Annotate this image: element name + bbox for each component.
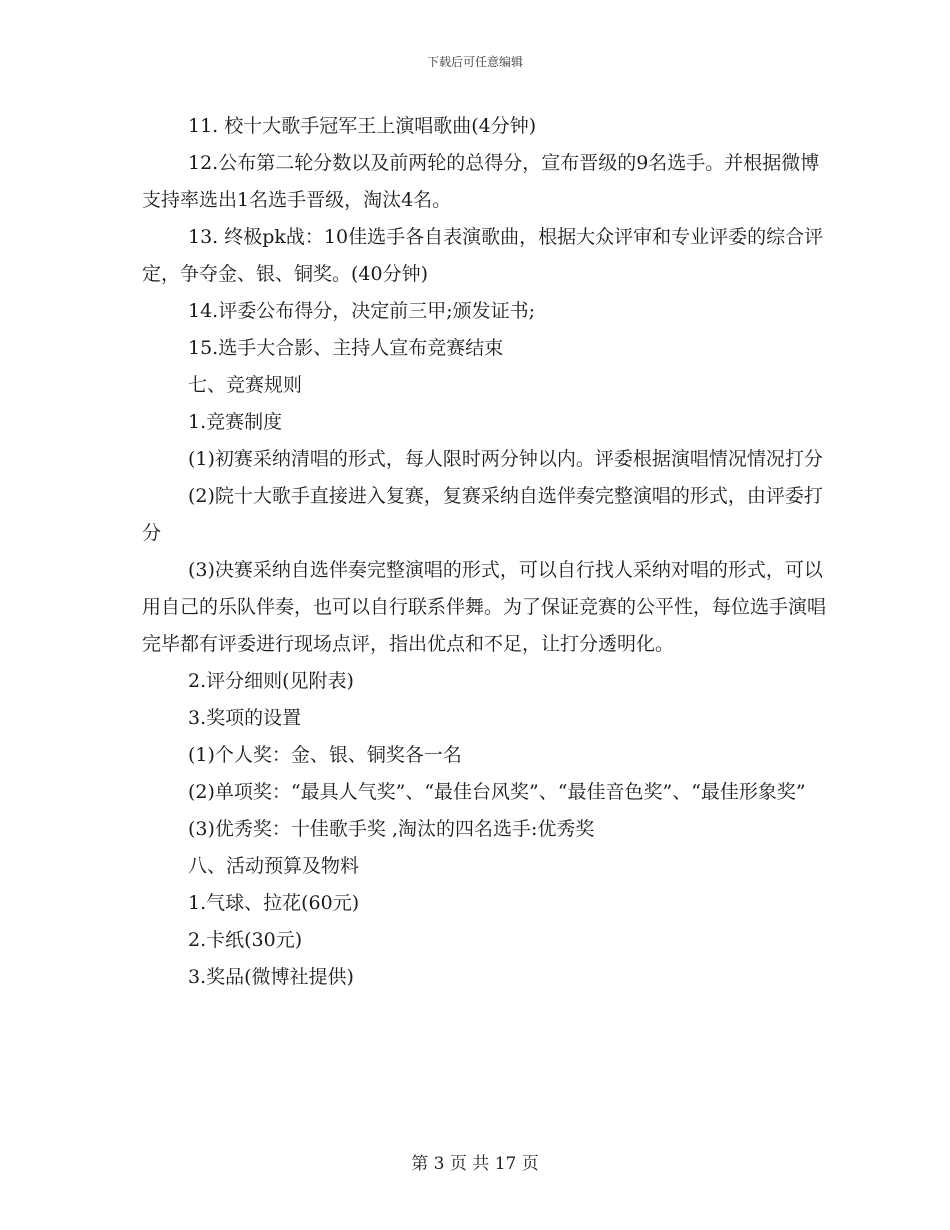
document-body bbox=[142, 108, 832, 996]
list-item: 2.卡纸(30元) bbox=[188, 929, 303, 951]
page-number: 第 3 页 共 17 页 bbox=[411, 1154, 539, 1174]
subsection-heading: 1.竞赛制度 bbox=[188, 411, 283, 433]
paragraph: 11. 校十大歌手冠军王上演唱歌曲(4分钟) bbox=[188, 115, 537, 137]
page-header: 下载后可任意编辑 bbox=[426, 55, 523, 69]
paragraph: 15.选手大合影、主持人宣布竞赛结束 bbox=[188, 337, 504, 359]
paragraph: (2)院十大歌手直接进入复赛，复赛采纳自选伴奏完整演唱的形式，由评委打分 bbox=[142, 485, 823, 544]
section-heading: 七、竞赛规则 bbox=[188, 374, 303, 396]
paragraph: 14.评委公布得分，决定前三甲;颁发证书; bbox=[188, 300, 536, 322]
paragraph: (1)初赛采纳清唱的形式，每人限时两分钟以内。评委根据演唱情况情况打分 bbox=[188, 448, 823, 470]
paragraph: 12.公布第二轮分数以及前两轮的总得分，宣布晋级的9名选手。并根据微博支持率选出1名选手晋级，淘汰4名。 bbox=[142, 152, 820, 211]
subsection-heading: 2.评分细则(见附表) bbox=[188, 670, 354, 692]
paragraph: (1)个人奖：金、银、铜奖各一名 bbox=[188, 744, 462, 766]
paragraph: (3)决赛采纳自选伴奏完整演唱的形式，可以自行找人采纳对唱的形式，可以用自己的乐队伴奏，也可以自行联系伴舞。为了保证竞赛的公平性，每位选手演唱完毕都有评委进行现场点评，指出优点和不足，让打分透明化。 bbox=[142, 559, 827, 655]
section-heading: 八、活动预算及物料 bbox=[188, 855, 360, 877]
paragraph: 13. 终极pk战：10佳选手各自表演歌曲，根据大众评审和专业评委的综合评定，争夺金、银、铜奖。(40分钟) bbox=[142, 226, 824, 285]
list-item: 3.奖品(微博社提供) bbox=[188, 966, 354, 988]
subsection-heading: 3.奖项的设置 bbox=[188, 707, 302, 729]
paragraph: (2)单项奖：“最具人气奖”、“最佳台风奖”、“最佳音色奖”、“最佳形象奖” bbox=[188, 781, 806, 803]
paragraph: (3)优秀奖：十佳歌手奖 ,淘汰的四名选手:优秀奖 bbox=[188, 818, 595, 840]
list-item: 1.气球、拉花(60元) bbox=[188, 892, 360, 914]
